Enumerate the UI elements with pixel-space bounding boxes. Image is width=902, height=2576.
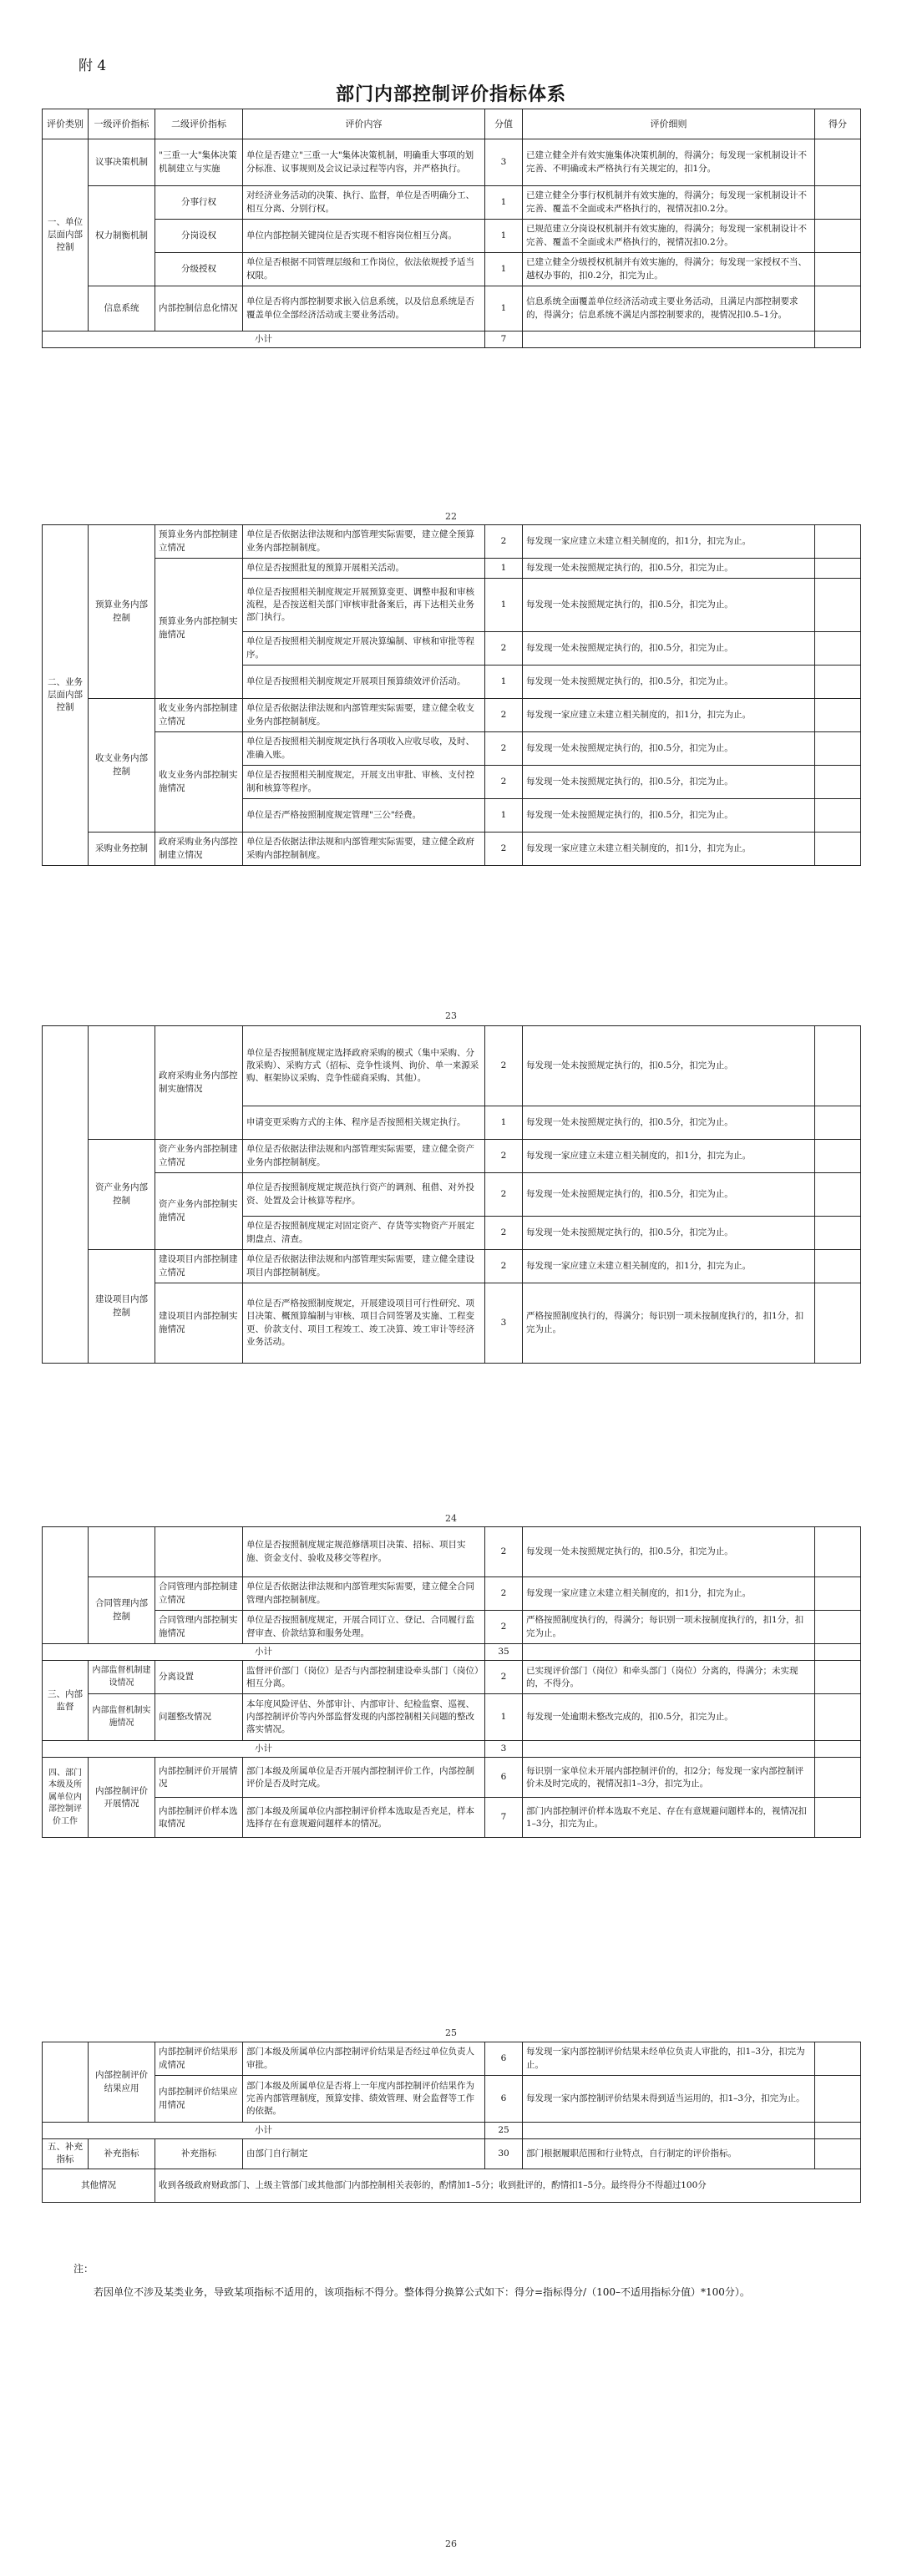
score-cell: 2 <box>485 525 523 559</box>
level1-cell: 权力制衡机制 <box>89 186 155 286</box>
rule-cell <box>523 1644 815 1661</box>
rule-cell: 每发现一家应建立未建立相关制度的，扣1分，扣完为止。 <box>523 1250 815 1283</box>
level2-cell: 收支业务内部控制实施情况 <box>155 732 243 833</box>
table-row <box>43 253 861 286</box>
col-header-content: 评价内容 <box>243 109 485 139</box>
score-cell: 3 <box>485 1283 523 1364</box>
category-cell: 一、单位层面内部控制 <box>43 139 89 331</box>
category-cell: 四、部门本级及所属单位内部控制评价工作 <box>43 1758 89 1838</box>
content-cell: 单位是否按照制度规定规范执行资产的调剂、租借、对外投资、处置及会计核算等程序。 <box>243 1173 485 1217</box>
subtotal-score: 3 <box>485 1741 523 1758</box>
score-cell: 7 <box>485 1798 523 1838</box>
content-cell: 单位是否严格按照制度规定，开展建设项目可行性研究、项目决策、概预算编制与审核、项目合同签署及实施、工程变更、价款支付、项目工程竣工、竣工决算、竣工审计等经济业务活动。 <box>243 1283 485 1364</box>
page-number: 26 <box>445 2538 457 2549</box>
page-number: 23 <box>445 1010 457 1021</box>
earned-cell <box>815 1173 861 1217</box>
earned-cell <box>815 833 861 866</box>
score-cell: 2 <box>485 732 523 766</box>
level1-cell: 预算业务内部控制 <box>89 525 155 699</box>
content-cell: 单位是否按照相关制度规定，开展支出审批、审核、支付控制和核算等程序。 <box>243 766 485 799</box>
content-cell: 申请变更采购方式的主体、程序是否按照相关规定执行。 <box>243 1106 485 1140</box>
level2-cell: 收支业务内部控制建立情况 <box>155 699 243 732</box>
index-table-page-1 <box>42 109 861 348</box>
table-row <box>43 559 861 579</box>
table-row <box>43 220 861 253</box>
table-row <box>43 732 861 766</box>
earned-cell <box>815 732 861 766</box>
level1-cell <box>89 1527 155 1577</box>
level2-cell: 补充指标 <box>155 2139 243 2169</box>
score-cell: 30 <box>485 2139 523 2169</box>
rule-cell <box>523 1741 815 1758</box>
level2-cell: 资产业务内部控制实施情况 <box>155 1173 243 1250</box>
level1-cell: 补充指标 <box>89 2139 155 2169</box>
content-cell: 单位是否将内部控制要求嵌入信息系统，以及信息系统是否覆盖单位全部经济活动或主要业务活动。 <box>243 286 485 331</box>
page-title: 部门内部控制评价指标体系 <box>335 84 566 105</box>
earned-cell <box>815 525 861 559</box>
score-cell: 1 <box>485 1106 523 1140</box>
score-cell: 2 <box>485 1577 523 1611</box>
note-text: 若因单位不涉及某类业务，导致某项指标不适用的，该项指标不得分。整体得分换算公式如下：得分=指标得分/（100–不适用指标分值）*100分）。 <box>94 2286 750 2298</box>
earned-cell <box>815 1611 861 1644</box>
earned-cell <box>815 1577 861 1611</box>
content-cell: 单位是否按照制度规定规范修缮项目决策、招标、项目实施、资金支付、验收及移交等程序。 <box>243 1527 485 1577</box>
level1-cell: 内部监督机制实施情况 <box>89 1694 155 1741</box>
earned-cell <box>815 1741 861 1758</box>
content-cell: 单位是否依据法律法规和内部管理实际需要，建立健全预算业务内部控制制度。 <box>243 525 485 559</box>
content-cell: 由部门自行制定 <box>243 2139 485 2169</box>
score-cell: 3 <box>485 139 523 186</box>
level2-cell: 分岗设权 <box>155 220 243 253</box>
earned-cell <box>815 559 861 579</box>
level1-cell: 内部控制评价结果应用 <box>89 2042 155 2123</box>
level2-cell: 内部控制评价结果形成情况 <box>155 2042 243 2076</box>
earned-cell <box>815 2123 861 2139</box>
level1-cell: 采购业务控制 <box>89 833 155 866</box>
category-cell <box>43 1026 89 1364</box>
rule-cell: 每发现一家内部控制评价结果未得到适当运用的，扣1–3分，扣完为止。 <box>523 2076 815 2123</box>
index-table-page-5 <box>42 2042 861 2203</box>
level1-cell: 合同管理内部控制 <box>89 1577 155 1644</box>
earned-cell <box>815 1026 861 1106</box>
level2-cell: 内部控制评价样本选取情况 <box>155 1798 243 1838</box>
earned-cell <box>815 253 861 286</box>
earned-cell <box>815 1527 861 1577</box>
table-row <box>43 1140 861 1173</box>
earned-cell <box>815 2139 861 2169</box>
rule-cell: 每发现一处未按照规定执行的，扣0.5分，扣完为止。 <box>523 579 815 632</box>
level1-cell: 议事决策机制 <box>89 139 155 186</box>
content-cell: 单位内部控制关键岗位是否实现不相容岗位相互分离。 <box>243 220 485 253</box>
score-cell: 1 <box>485 559 523 579</box>
earned-cell <box>815 1661 861 1694</box>
score-cell: 2 <box>485 833 523 866</box>
page-number: 25 <box>445 2027 457 2038</box>
rule-cell: 信息系统全面覆盖单位经济活动或主要业务活动，且满足内部控制要求的，得满分；信息系统不满足内部控制要求的，视情况扣0.5–1分。 <box>523 286 815 331</box>
table-row <box>43 1611 861 1644</box>
content-cell: 对经济业务活动的决策、执行、监督，单位是否明确分工、相互分离、分别行权。 <box>243 186 485 220</box>
score-cell: 6 <box>485 2042 523 2076</box>
level2-cell: 问题整改情况 <box>155 1694 243 1741</box>
score-cell: 2 <box>485 1611 523 1644</box>
content-cell: 单位是否按照制度规定选择政府采购的模式（集中采购、分散采购）、采购方式（招标、竞争性谈判、询价、单一来源采购、框架协议采购、竞争性磋商采购、其他）。 <box>243 1026 485 1106</box>
col-header-score: 分值 <box>485 109 523 139</box>
score-cell: 6 <box>485 2076 523 2123</box>
category-cell: 三、内部监督 <box>43 1661 89 1741</box>
category-cell: 二、业务层面内部控制 <box>43 525 89 866</box>
earned-cell <box>815 632 861 666</box>
earned-cell <box>815 286 861 331</box>
earned-cell <box>815 1758 861 1798</box>
earned-cell <box>815 1798 861 1838</box>
score-cell: 1 <box>485 253 523 286</box>
level2-cell: 预算业务内部控制实施情况 <box>155 559 243 699</box>
content-cell: 部门本级及所属单位内部控制评价样本选取是否充足，样本选择存在有意规避问题样本的情况。 <box>243 1798 485 1838</box>
subtotal-score: 7 <box>485 331 523 348</box>
content-cell: 单位是否建立"三重一大"集体决策机制，明确重大事项的划分标准、议事规则及会议记录过程等内容，并严格执行。 <box>243 139 485 186</box>
content-cell: 单位是否依据法律法规和内部管理实际需要，建立健全建设项目内部控制制度。 <box>243 1250 485 1283</box>
earned-cell <box>815 1250 861 1283</box>
earned-cell <box>815 1644 861 1661</box>
score-cell: 2 <box>485 766 523 799</box>
content-cell: 本年度风险评估、外部审计、内部审计、纪检监察、巡视、内部控制评价等内外部监督发现的内部控制相关问题的整改落实情况。 <box>243 1694 485 1741</box>
rule-cell: 每发现一处未按照规定执行的，扣0.5分，扣完为止。 <box>523 799 815 833</box>
level1-cell: 信息系统 <box>89 286 155 331</box>
rule-cell: 每发现一家应建立未建立相关制度的，扣1分，扣完为止。 <box>523 699 815 732</box>
rule-cell: 每发现一处未按照规定执行的，扣0.5分，扣完为止。 <box>523 1106 815 1140</box>
category-cell: 五、补充指标 <box>43 2139 89 2169</box>
earned-cell <box>815 2076 861 2123</box>
rule-cell: 已规范建立分岗设权机制并有效实施的，得满分；每发现一家机制设计不完善、覆盖不全面或未严格执行的，视情况扣0.2分。 <box>523 220 815 253</box>
content-cell: 部门本级及所属单位是否将上一年度内部控制评价结果作为完善内部管理制度，预算安排、绩效管理、财会监督等工作的依据。 <box>243 2076 485 2123</box>
index-table-page-3 <box>42 1025 861 1364</box>
table-row <box>43 2076 861 2123</box>
earned-cell <box>815 579 861 632</box>
score-cell: 2 <box>485 1527 523 1577</box>
table-row <box>43 1798 861 1838</box>
level2-cell: 内部控制评价开展情况 <box>155 1758 243 1798</box>
level2-cell <box>155 1527 243 1577</box>
rule-cell: 已建立健全并有效实施集体决策机制的，得满分；每发现一家机制设计不完善、不明确或未严格执行有关规定的，扣1分。 <box>523 139 815 186</box>
other-label: 其他情况 <box>43 2169 155 2202</box>
level1-cell: 内部控制评价开展情况 <box>89 1758 155 1838</box>
score-cell: 2 <box>485 1217 523 1250</box>
rule-cell: 每发现一处未按照规定执行的，扣0.5分，扣完为止。 <box>523 1026 815 1106</box>
table-row <box>43 1283 861 1364</box>
subtotal-label: 小计 <box>43 2123 485 2139</box>
score-cell: 6 <box>485 1758 523 1798</box>
content-cell: 单位是否根据不同管理层级和工作岗位，依法依规授予适当权限。 <box>243 253 485 286</box>
subtotal-label: 小计 <box>43 331 485 348</box>
earned-cell <box>815 1694 861 1741</box>
earned-cell <box>815 766 861 799</box>
other-text: 收到各级政府财政部门、上级主管部门或其他部门内部控制相关表彰的，酌情加1–5分；收到批评的，酌情扣1–5分。最终得分不得超过100分 <box>155 2169 861 2202</box>
col-header-level2: 二级评价指标 <box>155 109 243 139</box>
rule-cell: 每发现一家应建立未建立相关制度的，扣1分，扣完为止。 <box>523 525 815 559</box>
rule-cell: 部门根据履职范围和行业特点，自行制定的评价指标。 <box>523 2139 815 2169</box>
content-cell: 单位是否按照批复的预算开展相关活动。 <box>243 559 485 579</box>
category-cell <box>43 2042 89 2123</box>
table-row <box>43 1694 861 1741</box>
earned-cell <box>815 1283 861 1364</box>
table-row <box>43 1661 861 1694</box>
table-row <box>43 1758 861 1798</box>
content-cell: 部门本级及所属单位内部控制评价结果是否经过单位负责人审批。 <box>243 2042 485 2076</box>
earned-cell <box>815 220 861 253</box>
earned-cell <box>815 139 861 186</box>
level2-cell: 合同管理内部控制建立情况 <box>155 1577 243 1611</box>
rule-cell: 每发现一处未按照规定执行的，扣0.5分，扣完为止。 <box>523 666 815 699</box>
score-cell: 1 <box>485 1694 523 1741</box>
table-row <box>43 2042 861 2076</box>
level2-cell: 建设项目内部控制建立情况 <box>155 1250 243 1283</box>
table-row <box>43 2169 861 2202</box>
level1-cell: 资产业务内部控制 <box>89 1140 155 1250</box>
table-row <box>43 186 861 220</box>
score-cell: 2 <box>485 1140 523 1173</box>
rule-cell: 每发现一处未按照规定执行的，扣0.5分，扣完为止。 <box>523 732 815 766</box>
table-row <box>43 1250 861 1283</box>
score-cell: 1 <box>485 286 523 331</box>
content-cell: 部门本级及所属单位是否开展内部控制评价工作，内部控制评价是否及时完成。 <box>243 1758 485 1798</box>
page-number: 22 <box>445 511 457 522</box>
content-cell: 单位是否严格按照制度规定管理"三公"经费。 <box>243 799 485 833</box>
index-table-page-2 <box>42 524 861 866</box>
rule-cell: 每发现一处未按照规定执行的，扣0.5分，扣完为止。 <box>523 559 815 579</box>
level2-cell: 合同管理内部控制实施情况 <box>155 1611 243 1644</box>
note-label: 注： <box>73 2263 94 2275</box>
earned-cell <box>815 1140 861 1173</box>
level2-cell: 政府采购业务内部控制建立情况 <box>155 833 243 866</box>
content-cell: 单位是否依据法律法规和内部管理实际需要，建立健全收支业务内部控制制度。 <box>243 699 485 732</box>
page-number: 24 <box>445 1513 457 1524</box>
rule-cell: 每发现一家应建立未建立相关制度的，扣1分，扣完为止。 <box>523 833 815 866</box>
level2-cell: 建设项目内部控制实施情况 <box>155 1283 243 1364</box>
earned-cell <box>815 799 861 833</box>
content-cell: 单位是否依据法律法规和内部管理实际需要，建立健全资产业务内部控制制度。 <box>243 1140 485 1173</box>
rule-cell: 每发现一处未按照规定执行的，扣0.5分，扣完为止。 <box>523 1217 815 1250</box>
rule-cell: 严格按照制度执行的，得满分；每识别一项未按制度执行的，扣1分，扣完为止。 <box>523 1611 815 1644</box>
rule-cell: 严格按照制度执行的，得满分；每识别一项未按制度执行的，扣1分，扣完为止。 <box>523 1283 815 1364</box>
rule-cell: 每发现一处逾期未整改完成的，扣0.5分，扣完为止。 <box>523 1694 815 1741</box>
score-cell: 2 <box>485 1661 523 1694</box>
level2-cell: 政府采购业务内部控制实施情况 <box>155 1026 243 1140</box>
table-row <box>43 699 861 732</box>
rule-cell: 每发现一家应建立未建立相关制度的，扣1分，扣完为止。 <box>523 1577 815 1611</box>
subtotal-label: 小计 <box>43 1644 485 1661</box>
rule-cell: 每发现一处未按照规定执行的，扣0.5分，扣完为止。 <box>523 1527 815 1577</box>
content-cell: 单位是否依据法律法规和内部管理实际需要，建立健全合同管理内部控制制度。 <box>243 1577 485 1611</box>
rule-cell: 每识别一家单位未开展内部控制评价的，扣2分；每发现一家内部控制评价未及时完成的，视情况扣1–3分，扣完为止。 <box>523 1758 815 1798</box>
subtotal-row <box>43 331 861 348</box>
rule-cell: 每发现一处未按照规定执行的，扣0.5分，扣完为止。 <box>523 766 815 799</box>
score-cell: 2 <box>485 1173 523 1217</box>
content-cell: 监督评价部门（岗位）是否与内部控制建设牵头部门（岗位）相互分离。 <box>243 1661 485 1694</box>
earned-cell <box>815 1217 861 1250</box>
level1-cell: 收支业务内部控制 <box>89 699 155 833</box>
table-row <box>43 2139 861 2169</box>
rule-cell: 每发现一家应建立未建立相关制度的，扣1分，扣完为止。 <box>523 1140 815 1173</box>
level1-cell: 内部监督机制建设情况 <box>89 1661 155 1694</box>
rule-cell: 每发现一家内部控制评价结果未经单位负责人审批的，扣1–3分，扣完为止。 <box>523 2042 815 2076</box>
score-cell: 1 <box>485 799 523 833</box>
content-cell: 单位是否按照相关制度规定开展项目预算绩效评价活动。 <box>243 666 485 699</box>
level1-cell <box>89 1026 155 1140</box>
level2-cell: 分级授权 <box>155 253 243 286</box>
content-cell: 单位是否依据法律法规和内部管理实际需要，建立健全政府采购内部控制制度。 <box>243 833 485 866</box>
score-cell: 2 <box>485 1250 523 1283</box>
level2-cell: 分事行权 <box>155 186 243 220</box>
rule-cell: 每发现一处未按照规定执行的，扣0.5分，扣完为止。 <box>523 1173 815 1217</box>
table-row <box>43 1026 861 1106</box>
content-cell: 单位是否按照相关制度规定开展决算编制、审核和审批等程序。 <box>243 632 485 666</box>
rule-cell: 已建立健全分事行权机制并有效实施的，得满分；每发现一家机制设计不完善、覆盖不全面或未严格执行的，视情况扣0.2分。 <box>523 186 815 220</box>
table-row <box>43 1577 861 1611</box>
table-row <box>43 1527 861 1577</box>
earned-cell <box>815 699 861 732</box>
score-cell: 2 <box>485 699 523 732</box>
level2-cell: 内部控制信息化情况 <box>155 286 243 331</box>
level2-cell: 分离设置 <box>155 1661 243 1694</box>
rule-cell: 每发现一处未按照规定执行的，扣0.5分，扣完为止。 <box>523 632 815 666</box>
score-cell: 1 <box>485 666 523 699</box>
subtotal-row <box>43 1741 861 1758</box>
score-cell: 1 <box>485 220 523 253</box>
table-row <box>43 833 861 866</box>
score-cell: 2 <box>485 1026 523 1106</box>
index-table-page-4 <box>42 1526 861 1838</box>
earned-cell <box>815 1106 861 1140</box>
subtotal-score: 25 <box>485 2123 523 2139</box>
subtotal-row <box>43 1644 861 1661</box>
level2-cell: 内部控制评价结果应用情况 <box>155 2076 243 2123</box>
col-header-category: 评价类别 <box>43 109 89 139</box>
level2-cell: 资产业务内部控制建立情况 <box>155 1140 243 1173</box>
appendix-label: 附 4 <box>79 58 107 74</box>
score-cell: 2 <box>485 632 523 666</box>
earned-cell <box>815 331 861 348</box>
table-row <box>43 139 861 186</box>
earned-cell <box>815 186 861 220</box>
rule-cell: 部门内部控制评价样本选取不充足、存在有意规避问题样本的，视情况扣1–3分，扣完为止。 <box>523 1798 815 1838</box>
subtotal-label: 小计 <box>43 1741 485 1758</box>
content-cell: 单位是否按照相关制度规定执行各项收入应收尽收，及时、准确入账。 <box>243 732 485 766</box>
rule-cell: 已实现评价部门（岗位）和牵头部门（岗位）分离的，得满分；未实现的，不得分。 <box>523 1661 815 1694</box>
table-row <box>43 286 861 331</box>
level2-cell: 预算业务内部控制建立情况 <box>155 525 243 559</box>
table-row <box>43 1173 861 1217</box>
subtotal-score: 35 <box>485 1644 523 1661</box>
table-header-row <box>43 109 861 139</box>
category-cell <box>43 1527 89 1644</box>
content-cell: 单位是否按照相关制度规定开展预算变更、调整申报和审核流程，是否按送相关部门审核审批备案后，再下达相关业务部门执行。 <box>243 579 485 632</box>
table-row <box>43 525 861 559</box>
subtotal-row <box>43 2123 861 2139</box>
earned-cell <box>815 2042 861 2076</box>
content-cell: 单位是否按照制度规定，开展合同订立、登记、合同履行监督审查、价款结算和服务处理。 <box>243 1611 485 1644</box>
rule-cell <box>523 331 815 348</box>
earned-cell <box>815 666 861 699</box>
level2-cell: "三重一大"集体决策机制建立与实施 <box>155 139 243 186</box>
content-cell: 单位是否按照制度规定对固定资产、存货等实物资产开展定期盘点、清查。 <box>243 1217 485 1250</box>
level1-cell: 建设项目内部控制 <box>89 1250 155 1364</box>
col-header-level1: 一级评价指标 <box>89 109 155 139</box>
col-header-rules: 评价细则 <box>523 109 815 139</box>
rule-cell: 已建立健全分级授权机制并有效实施的，得满分；每发现一家授权不当、越权办事的，扣0.2分，扣完为止。 <box>523 253 815 286</box>
rule-cell <box>523 2123 815 2139</box>
col-header-earned: 得分 <box>815 109 861 139</box>
score-cell: 1 <box>485 579 523 632</box>
score-cell: 1 <box>485 186 523 220</box>
